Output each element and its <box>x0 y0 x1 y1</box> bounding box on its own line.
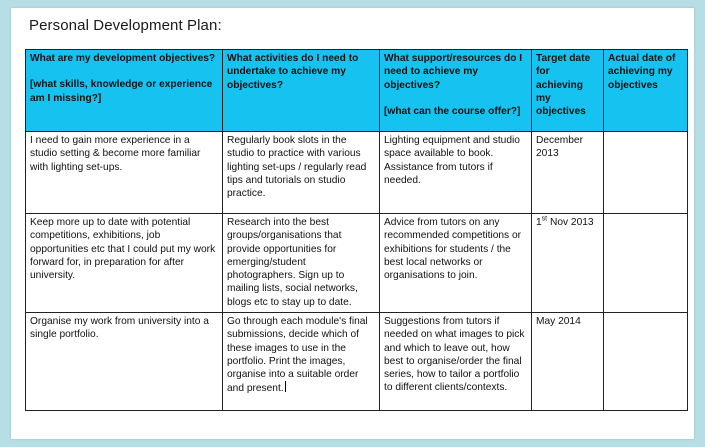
header-objectives <box>26 50 223 132</box>
target-date-rest: Nov 2013 <box>547 217 594 228</box>
header-target-date <box>532 50 604 132</box>
header-actual-date-text: Actual date of achieving my objectives <box>608 53 676 91</box>
target-date-text: May 2014 <box>536 316 581 327</box>
table-header-row <box>26 50 688 132</box>
objective-text: Keep more up to date with potential competitions, exhibitions, job opportunities etc that I could put my work forward for, in preparation for after university. <box>30 217 216 282</box>
page-title: Personal Development Plan: <box>29 17 222 34</box>
target-date-text: December 2013 <box>536 135 583 160</box>
target-date-day: 1 <box>536 217 542 228</box>
header-activities <box>223 50 380 132</box>
header-activities-text: What activities do I need to undertake to achieve my objectives? <box>227 53 359 91</box>
objective-cell[interactable] <box>26 214 223 313</box>
target-date-ordinal: st <box>541 215 548 223</box>
activities-text: Research into the best groups/organisations that provide opportunities for emerging/student photographers. Sign up to mailing lists, social networks, blogs etc to stay up to date. <box>227 217 358 308</box>
support-text: Advice from tutors on any recommended competitions or exhibitions for students / the best local networks or organisations to join. <box>384 217 522 282</box>
header-support-text: What support/resources do I need to achieve my objectives? <box>384 53 523 91</box>
document-page <box>11 8 694 439</box>
target-date-cell[interactable] <box>532 132 604 214</box>
actual-date-cell[interactable] <box>604 132 688 214</box>
activities-cell[interactable] <box>223 313 380 411</box>
objective-text: I need to gain more experience in a studio setting & become more familiar with lighting set-ups. <box>30 135 201 173</box>
target-date-cell[interactable] <box>532 313 604 411</box>
activities-cell[interactable] <box>223 214 380 313</box>
header-objectives-text: What are my development objectives? <box>30 53 216 64</box>
header-support-subtext: [what can the course offer?] <box>384 105 521 117</box>
header-target-date-text: Target date for achieving my objectives <box>536 53 591 118</box>
actual-date-cell[interactable] <box>604 214 688 313</box>
objective-cell[interactable] <box>26 132 223 214</box>
target-date-text <box>536 216 599 229</box>
actual-date-cell[interactable] <box>604 313 688 411</box>
support-cell[interactable] <box>380 313 532 411</box>
table-row <box>26 313 688 411</box>
target-date-cell[interactable] <box>532 214 604 313</box>
activities-text: Regularly book slots in the studio to practice with various lighting set-ups / regularly read tips and tutorials on studio practice. <box>227 135 367 200</box>
development-plan-table <box>25 49 688 411</box>
support-cell[interactable] <box>380 214 532 313</box>
support-text: Suggestions from tutors if needed on what images to pick and which to leave out, how best to organise/order the final series, how to tailor a portfolio to different clients/contexts. <box>384 316 525 394</box>
text-cursor <box>285 381 286 392</box>
support-text: Lighting equipment and studio space available to book. Assistance from tutors if needed. <box>384 135 520 186</box>
header-support <box>380 50 532 132</box>
table-row <box>26 214 688 313</box>
activities-text: Go through each module's final submissions, decide which of these images to use in the portfolio. Print the images, organise into a suitable order and present. <box>227 316 368 395</box>
objective-text: Organise my work from university into a single portfolio. <box>30 316 209 341</box>
activities-cell[interactable] <box>223 132 380 214</box>
table-row <box>26 132 688 214</box>
objective-cell[interactable] <box>26 313 223 411</box>
support-cell[interactable] <box>380 132 532 214</box>
header-actual-date <box>604 50 688 132</box>
header-objectives-subtext: [what skills, knowledge or experience am I missing?] <box>30 79 213 104</box>
